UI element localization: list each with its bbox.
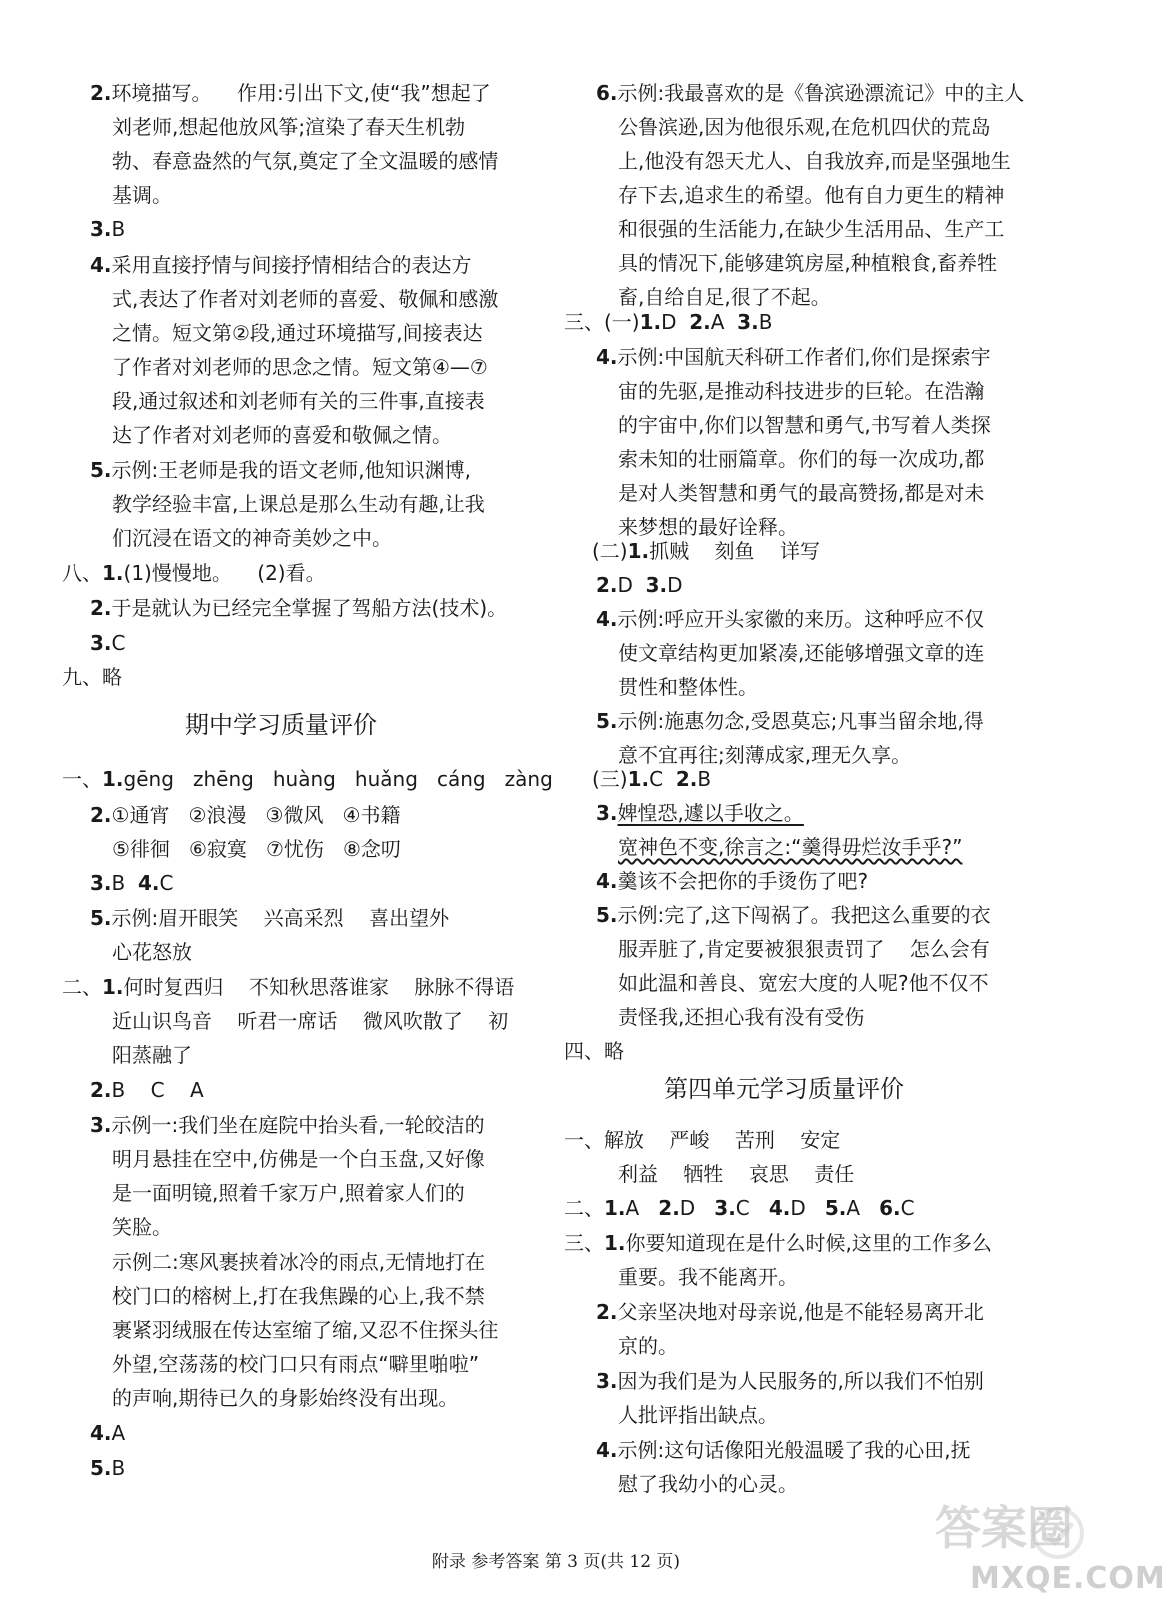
answer-line — [596, 1435, 971, 1465]
answer-line — [618, 1400, 778, 1430]
answer-text: 示例:完了,这下闯祸了。我把这么重要的衣 — [617, 903, 991, 927]
answer-text: D — [617, 573, 646, 597]
question-number: 2. — [596, 573, 618, 597]
answer-text: 九、略 — [62, 665, 122, 689]
answer-line — [618, 444, 984, 474]
answer-text: 勃、春意盎然的气氛,奠定了全文温暖的感情 — [112, 149, 499, 173]
answer-line — [564, 1193, 915, 1223]
answer-text: 索未知的壮丽篇章。你们的每一次成功,都 — [618, 447, 985, 471]
answer-text: D — [661, 310, 690, 334]
answer-line — [564, 307, 772, 337]
answer-line — [112, 1349, 479, 1379]
answer-line — [112, 112, 465, 142]
answer-line — [90, 1075, 204, 1105]
answer-line — [112, 1212, 172, 1242]
answer-text: 重要。我不能离开。 — [618, 1265, 798, 1289]
answer-text: 如此温和善良、宽宏大度的人呢?他不仅不 — [618, 971, 989, 995]
question-number: 2. — [90, 1078, 112, 1102]
answer-text: C — [159, 871, 174, 895]
answer-line — [618, 214, 1004, 244]
answer-text: D — [790, 1196, 825, 1220]
answer-line — [112, 523, 392, 553]
answer-line — [618, 968, 989, 998]
section-marker: 三、 — [564, 1231, 604, 1255]
section-title — [185, 710, 377, 740]
question-number: 6. — [879, 1196, 901, 1220]
answer-text: 何时复西归 不知秋思落谁家 脉脉不得语 — [123, 975, 515, 999]
answer-text: 公鲁滨逊,因为他很乐观,在危机四伏的荒岛 — [618, 115, 991, 139]
answer-text: A — [710, 310, 738, 334]
question-number: 1. — [102, 767, 124, 791]
answer-text: 外望,空荡荡的校门口只有雨点“噼里啪啦” — [112, 1352, 480, 1376]
answer-text: 近山识鸟音 听君一席话 微风吹散了 初 — [112, 1009, 509, 1033]
answer-text: ①通宵 ②浪漫 ③微风 ④书籍 — [111, 803, 401, 827]
question-number: 4. — [596, 869, 618, 893]
answer-text: B — [697, 767, 712, 791]
question-number: 1. — [639, 310, 662, 334]
answer-text: 责怪我,还担心我有没有受伤 — [618, 1005, 865, 1029]
answer-text: C — [735, 1196, 769, 1220]
answer-line — [564, 1228, 992, 1258]
watermark-cn-text: 答案圈 — [935, 1501, 1073, 1555]
answer-text: 采用直接抒情与间接抒情相结合的表达方 — [111, 253, 472, 277]
answer-text: B — [111, 871, 138, 895]
answer-text: 心花怒放 — [112, 940, 192, 964]
page-footer: 附录 参考答案 第 3 页(共 12 页) — [431, 1552, 681, 1572]
answer-line — [596, 604, 984, 634]
answer-text: 宙的先驱,是推动科技进步的巨轮。在浩瀚 — [618, 379, 985, 403]
answer-line — [90, 868, 173, 898]
answer-line — [596, 570, 683, 600]
answer-line — [62, 764, 553, 794]
answer-text: 示例:呼应开头家徽的来历。这种呼应不仅 — [617, 607, 985, 631]
section-marker: 八、 — [62, 561, 102, 585]
answer-text: 示例:施惠勿念,受恩莫忘;凡事当留余地,得 — [617, 709, 984, 733]
answer-line — [112, 1315, 498, 1345]
answer-line — [618, 478, 984, 508]
answer-line — [112, 1247, 485, 1277]
question-number: 5. — [596, 709, 618, 733]
answer-text: 式,表达了作者对刘老师的喜爱、敬佩和感激 — [112, 287, 499, 311]
answer-text: 教学经验丰富,上课总是那么生动有趣,让我 — [112, 492, 485, 516]
answer-text: C — [111, 631, 126, 655]
answer-text: 的声响,期待已久的身影始终没有出现。 — [112, 1386, 459, 1410]
answer-line — [596, 706, 984, 736]
answer-line — [618, 112, 991, 142]
answer-text: 校门口的榕树上,打在我焦躁的心上,我不禁 — [112, 1284, 485, 1308]
answer-line — [112, 1383, 458, 1413]
answer-text: D — [667, 573, 683, 597]
section-title — [664, 1074, 904, 1104]
answer-line — [592, 536, 820, 566]
answer-text: A — [846, 1196, 880, 1220]
question-number: 5. — [596, 903, 618, 927]
question-number: 2. — [596, 1300, 618, 1324]
question-number: 1. — [627, 767, 650, 791]
question-number: 5. — [90, 906, 112, 930]
answer-line — [618, 1159, 854, 1189]
section-marker: 二、 — [564, 1196, 604, 1220]
question-number: 3. — [90, 1113, 112, 1137]
answer-line — [90, 628, 125, 658]
question-number: 3. — [90, 631, 112, 655]
question-number: 2. — [90, 803, 112, 827]
answer-line — [112, 146, 498, 176]
answer-text: 明月悬挂在空中,仿佛是一个白玉盘,又好像 — [112, 1147, 485, 1171]
section-marker: 二、 — [62, 975, 102, 999]
answer-text: 示例:这句话像阳光般温暖了我的心田,抚 — [617, 1438, 971, 1462]
answer-line — [596, 1297, 984, 1327]
question-number: 3. — [90, 871, 112, 895]
question-number: 5. — [90, 1456, 112, 1480]
answer-text: 刘老师,想起他放风筝;渲染了春天生机勃 — [112, 115, 466, 139]
answer-line — [592, 764, 711, 794]
question-number: 6. — [596, 81, 618, 105]
question-number: 3. — [596, 801, 618, 825]
answer-line — [596, 866, 868, 896]
answer-text: 段,通过叙述和刘老师有关的三件事,直接表 — [112, 389, 485, 413]
answer-text: 们沉浸在语文的神奇美妙之中。 — [112, 526, 392, 550]
answer-line — [596, 1366, 984, 1396]
question-number: 1. — [102, 561, 124, 585]
answer-line — [112, 1281, 485, 1311]
answer-line — [618, 410, 991, 440]
question-number: 4. — [90, 1421, 112, 1445]
watermark-en-text: MXQE.COM — [970, 1561, 1166, 1596]
answer-line — [112, 420, 452, 450]
question-number: 4. — [137, 871, 160, 895]
question-number: 4. — [596, 345, 618, 369]
section-marker: 一、 — [62, 767, 102, 791]
answer-text: 利益 牺牲 哀思 责任 — [618, 1162, 855, 1186]
question-number: 1. — [627, 539, 650, 563]
answer-line — [618, 180, 1004, 210]
answer-text: 示例:眉开眼笑 兴高采烈 喜出望外 — [111, 906, 450, 930]
answer-line — [596, 900, 991, 930]
answer-line — [90, 250, 472, 280]
answer-text: C — [900, 1196, 915, 1220]
answer-line — [618, 1331, 678, 1361]
answer-line — [112, 1040, 192, 1070]
answer-text: gēng zhēng huàng huǎng cáng zàng — [123, 767, 553, 791]
answer-text: 的宇宙中,你们以智慧和勇气,书写着人类探 — [618, 413, 991, 437]
answer-line — [112, 1144, 485, 1174]
question-number: 5. — [90, 458, 112, 482]
answer-line — [90, 1453, 125, 1483]
answer-text: 你要知道现在是什么时候,这里的工作多么 — [625, 1231, 992, 1255]
question-number: 1. — [604, 1231, 626, 1255]
question-number: 3. — [645, 573, 668, 597]
answer-text: 基调。 — [112, 183, 172, 207]
answer-line — [90, 593, 507, 623]
answer-text: 婢惶恐,遽以手收之。 — [617, 801, 804, 825]
answer-text: B — [758, 310, 773, 334]
question-number: 2. — [90, 81, 112, 105]
answer-text: A — [111, 1421, 126, 1445]
answer-line — [112, 937, 192, 967]
answer-text: 人批评指出缺点。 — [618, 1403, 778, 1427]
answer-text: 第四单元学习质量评价 — [664, 1075, 904, 1103]
answer-text: 环境描写。 作用:引出下文,使“我”想起了 — [111, 81, 491, 105]
answer-text: 是对人类智慧和勇气的最高赞扬,都是对未 — [618, 481, 985, 505]
question-number: 3. — [596, 1369, 618, 1393]
answer-line — [90, 214, 125, 244]
answer-line — [618, 376, 984, 406]
answer-line — [90, 1418, 125, 1448]
answer-line — [618, 672, 758, 702]
answer-text: 服弄脏了,肯定要被狠狠责罚了 怎么会有 — [618, 937, 990, 961]
answer-line — [618, 638, 984, 668]
question-number: 4. — [768, 1196, 791, 1220]
answer-line — [596, 342, 991, 372]
answer-text: 示例:我最喜欢的是《鲁滨逊漂流记》中的主人 — [617, 81, 1025, 105]
answer-text: 父亲坚决地对母亲说,他是不能轻易离开北 — [617, 1300, 984, 1324]
answer-text: B — [111, 1456, 126, 1480]
answer-text: ⑤徘徊 ⑥寂寞 ⑦忧伤 ⑧念叨 — [112, 837, 401, 861]
answer-text: 因为我们是为人民服务的,所以我们不怕别 — [617, 1369, 984, 1393]
answer-text: 四、略 — [564, 1039, 624, 1063]
answer-line — [618, 832, 962, 862]
answer-line — [90, 1110, 485, 1140]
answer-line — [618, 934, 990, 964]
answer-text: 于是就认为已经完全掌握了驾船方法(技术)。 — [111, 596, 508, 620]
question-number: 2. — [689, 310, 711, 334]
answer-text: 笑脸。 — [112, 1215, 172, 1239]
answer-line — [618, 1002, 864, 1032]
answer-line — [90, 78, 491, 108]
answer-line — [618, 146, 1011, 176]
answer-line — [62, 662, 122, 692]
question-number: 2. — [90, 596, 112, 620]
answer-text: 阳蒸融了 — [112, 1043, 192, 1067]
answer-line — [112, 318, 483, 348]
question-number: 1. — [102, 975, 124, 999]
answer-text: B C A — [111, 1078, 204, 1102]
answer-text: 畜,自给自足,很了不起。 — [618, 285, 831, 309]
answer-text: 达了作者对刘老师的喜爱和敬佩之情。 — [112, 423, 452, 447]
answer-line — [618, 1262, 798, 1292]
answer-text: 和很强的生活能力,在缺少生活用品、生产工 — [618, 217, 1005, 241]
question-number: 4. — [596, 607, 618, 631]
answer-line — [596, 78, 1024, 108]
answer-text: B — [111, 217, 126, 241]
answer-text: 示例:中国航天科研工作者们,你们是探索宇 — [617, 345, 991, 369]
answer-line — [112, 489, 485, 519]
question-number: 5. — [824, 1196, 847, 1220]
question-number: 3. — [737, 310, 759, 334]
section-marker: 三、(一) — [564, 310, 640, 334]
answer-line — [62, 972, 514, 1002]
section-marker: (二) — [592, 539, 628, 563]
section-marker: (三) — [592, 767, 628, 791]
question-number: 1. — [604, 1196, 626, 1220]
answer-line — [90, 455, 471, 485]
answer-line — [62, 558, 326, 588]
question-number: 3. — [714, 1196, 736, 1220]
question-number: 4. — [90, 253, 112, 277]
answer-text: 上,他没有怨天尤人、自我放弃,而是坚强地生 — [618, 149, 1011, 173]
answer-line — [618, 1469, 798, 1499]
answer-text: 意不宜再往;刻薄成家,理无久享。 — [618, 743, 912, 767]
answer-text: 了作者对刘老师的思念之情。短文第④—⑦ — [112, 355, 488, 379]
answer-line — [90, 800, 400, 830]
answer-line — [112, 386, 485, 416]
question-number: 4. — [596, 1438, 618, 1462]
question-number: 3. — [90, 217, 112, 241]
answer-text: (1)慢慢地。 (2)看。 — [123, 561, 326, 585]
answer-text: 京的。 — [618, 1334, 678, 1358]
answer-text: 使文章结构更加紧凑,还能够增强文章的连 — [618, 641, 985, 665]
answer-line — [564, 1125, 840, 1155]
answer-text: 慰了我幼小的心灵。 — [618, 1472, 798, 1496]
answer-text: 来梦想的最好诠释。 — [618, 515, 798, 539]
answer-line — [90, 903, 449, 933]
answer-text: 之情。短文第②段,通过环境描写,间接表达 — [112, 321, 483, 345]
answer-line — [112, 834, 401, 864]
answer-text: 羹该不会把你的手烫伤了吧? — [617, 869, 869, 893]
answer-text: 示例二:寒风裹挟着冰冷的雨点,无情地打在 — [112, 1250, 486, 1274]
answer-line — [596, 798, 804, 828]
watermark-logo-icon — [1030, 1505, 1086, 1561]
answer-text: 示例一:我们坐在庭院中抬头看,一轮皎洁的 — [111, 1113, 485, 1137]
answer-line — [112, 352, 488, 382]
answer-line — [618, 248, 997, 278]
answer-line — [564, 1036, 624, 1066]
question-number: 2. — [658, 1196, 680, 1220]
answer-text: 一、解放 严峻 苦刑 安定 — [564, 1128, 841, 1152]
answer-text: A — [625, 1196, 659, 1220]
answer-text: 抓贼 刻鱼 详写 — [649, 539, 820, 563]
answer-text: 是一面明镜,照着千家万户,照着家人们的 — [112, 1181, 465, 1205]
answer-text: 裹紧羽绒服在传达室缩了缩,又忍不住探头往 — [112, 1318, 499, 1342]
answer-line — [112, 284, 498, 314]
answer-text: 存下去,追求生的希望。他有自力更生的精神 — [618, 183, 1005, 207]
answer-line — [112, 1006, 508, 1036]
answer-text: 期中学习质量评价 — [185, 711, 377, 739]
answer-text: 具的情况下,能够建筑房屋,种植粮食,畜养牲 — [618, 251, 998, 275]
answer-line — [112, 1178, 465, 1208]
answer-text: 宽神色不变,徐言之:“羹得毋烂汝手乎?” — [618, 835, 963, 859]
question-number: 2. — [675, 767, 698, 791]
answer-text: C — [649, 767, 676, 791]
answer-text: 示例:王老师是我的语文老师,他知识渊博, — [111, 458, 471, 482]
answer-text: 贯性和整体性。 — [618, 675, 758, 699]
answer-text: D — [679, 1196, 715, 1220]
answer-line — [112, 180, 172, 210]
